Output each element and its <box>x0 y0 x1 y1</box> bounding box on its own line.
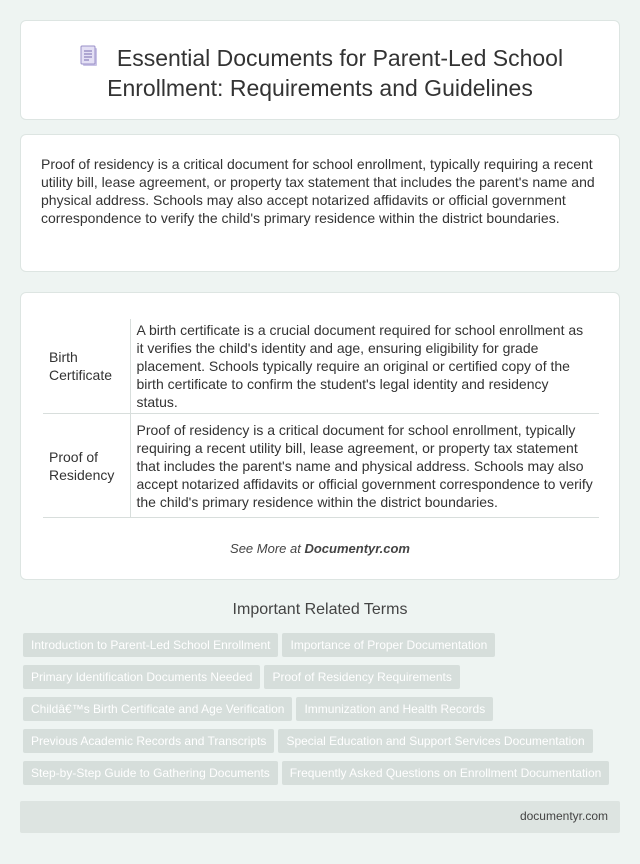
row-description: Proof of residency is a critical document for school enrollment, typically requiring a recent utility bill, lease agreement, or property tax statement that includes the parent's name and physical address. Schools may also accept notarized affidavits or official government correspondence to verify the child's primary residence within the district boundaries. <box>130 414 599 518</box>
row-label: Proof of Residency <box>43 414 130 518</box>
title-card <box>20 20 620 120</box>
intro-paragraph: Proof of residency is a critical document for school enrollment, typically requiring a recent utility bill, lease agreement, or property tax statement that includes the parent's name and physical address. Schools may also accept notarized affidavits or official government correspondence to verify the child's primary residence within the district boundaries. <box>41 156 595 226</box>
related-term-tag[interactable]: Importance of Proper Documentation <box>282 633 495 657</box>
related-term-tag[interactable]: Immunization and Health Records <box>296 697 493 721</box>
footer-bar <box>20 801 620 833</box>
related-term-tag[interactable]: Frequently Asked Questions on Enrollment Documentation <box>282 761 610 785</box>
related-term-tag[interactable]: Childâ€™s Birth Certificate and Age Verification <box>23 697 292 721</box>
related-term-tag[interactable]: Proof of Residency Requirements <box>264 665 459 689</box>
document-icon <box>77 44 103 70</box>
row-description: A birth certificate is a crucial document required for school enrollment as it verifies the child's identity and age, ensuring eligibility for grade placement. Schools typically require an original or certified copy of the birth certificate to confirm the student's legal identity and residency status. <box>130 319 599 414</box>
page-title: Essential Documents for Parent-Led School Enrollment: Requirements and Guidelines <box>107 45 564 101</box>
documents-card <box>20 292 620 580</box>
row-label: Birth Certificate <box>43 319 130 414</box>
table-row <box>43 414 599 518</box>
related-terms-title: Important Related Terms <box>232 601 408 618</box>
documents-table <box>43 319 599 518</box>
intro-card <box>20 134 620 272</box>
table-row <box>43 319 599 414</box>
see-more-prefix: See More at <box>230 541 305 556</box>
footer-site-link[interactable]: documentyr.com <box>519 809 608 823</box>
see-more-link[interactable] <box>21 541 619 556</box>
related-term-tag[interactable]: Primary Identification Documents Needed <box>23 665 260 689</box>
related-term-tag[interactable]: Step-by-Step Guide to Gathering Documents <box>23 761 278 785</box>
related-terms-list <box>23 633 623 793</box>
related-term-tag[interactable]: Introduction to Parent-Led School Enrollment <box>23 633 278 657</box>
see-more-site[interactable]: Documentyr.com <box>304 541 410 556</box>
related-term-tag[interactable]: Special Education and Support Services Documentation <box>278 729 592 753</box>
related-term-tag[interactable]: Previous Academic Records and Transcripts <box>23 729 274 753</box>
page-title-wrap <box>51 43 589 103</box>
